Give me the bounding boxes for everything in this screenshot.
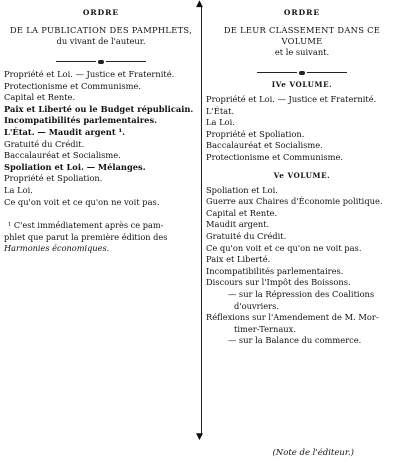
list-item: L'État. (206, 105, 235, 116)
list-item: La Loi. (206, 117, 235, 128)
list-item: L'État. — Maudit argent ¹. (4, 126, 126, 137)
right-column (206, 8, 398, 347)
list-item: Gratuité du Crédit. (4, 138, 85, 149)
footnote-line-2: phlet que parut la première édition des (4, 231, 168, 242)
ornament-divider (206, 62, 398, 72)
list-item: Réflexions sur l'Amendement de M. Mor- (206, 312, 379, 323)
list-item: Capital et Rente. (206, 207, 278, 218)
left-column (4, 8, 198, 255)
column-divider (201, 6, 202, 436)
list-item: Propriété et Spoliation. (4, 173, 103, 184)
list-item: — sur la Balance du commerce. (228, 335, 362, 346)
right-subtitle-line-1: DE LEUR CLASSEMENT DANS CE VOLUME (223, 25, 381, 46)
list-item: Baccalauréat et Socialisme. (206, 140, 323, 151)
left-heading: ORDRE (82, 8, 120, 17)
arrow-down-icon: ▼ (196, 432, 203, 442)
volume-4-title: IVe VOLUME. (271, 80, 333, 89)
list-item: timer-Ternaux. (234, 323, 296, 334)
right-heading: ORDRE (283, 8, 321, 17)
left-subtitle-line-1: DE LA PUBLICATION DES PAMPHLETS, (9, 25, 193, 35)
list-item: d'ouvriers. (234, 300, 280, 311)
ornament-divider (4, 51, 198, 61)
list-item: — sur la Répression des Coalitions (228, 288, 375, 299)
footnote (4, 220, 198, 255)
list-item: Guerre aux Chaires d'Économie politique. (206, 196, 383, 207)
list-item: Protectionisme et Communisme. (206, 151, 344, 162)
list-item: Incompatibilités parlementaires. (4, 115, 158, 126)
list-item: Protectionisme et Communisme. (4, 80, 142, 91)
list-item: Ce qu'on voit et ce qu'on ne voit pas. (4, 196, 160, 207)
list-item: Gratuité du Crédit. (206, 230, 287, 241)
left-subtitle (4, 25, 198, 47)
volume-5-list (206, 185, 398, 347)
volume-5-title: Ve VOLUME. (273, 170, 331, 180)
right-subtitle (206, 25, 398, 58)
list-item: Propriété et Spoliation. (206, 128, 305, 139)
list-item: Baccalauréat et Socialisme. (4, 150, 121, 161)
list-item: Spoliation et Loi. (206, 184, 278, 195)
footnote-line-3: Harmonies économiques. (4, 243, 110, 254)
left-list (4, 69, 198, 208)
list-item: La Loi. (4, 184, 33, 195)
list-item: Ce qu'on voit et ce qu'on ne voit pas. (206, 242, 362, 253)
list-item: Propriété et Loi. — Justice et Fraternité. (4, 69, 175, 79)
editor-note: (Note de l'éditeur.) (272, 448, 354, 458)
list-item: Incompatibilités parlementaires. (206, 265, 344, 276)
footnote-line-1: ¹ C'est immédiatement après ce pam- (8, 220, 164, 231)
right-subtitle-line-2: et le suivant. (274, 47, 330, 57)
list-item: Discours sur l'Impôt des Boissons. (206, 277, 351, 288)
list-item: Maudit argent. (206, 219, 270, 230)
list-item: Capital et Rente. (4, 92, 76, 103)
left-subtitle-line-2: du vivant de l'auteur. (56, 36, 146, 46)
list-item: Propriété et Loi. — Justice et Fraternité. (206, 94, 377, 104)
volume-4-list (206, 94, 398, 164)
list-item: Paix et Liberté. (206, 254, 271, 265)
list-item: Spoliation et Loi. — Mélanges. (4, 161, 146, 172)
list-item: Paix et Liberté ou le Budget républicain. (4, 103, 194, 114)
arrow-up-icon: ▲ (196, 0, 203, 9)
